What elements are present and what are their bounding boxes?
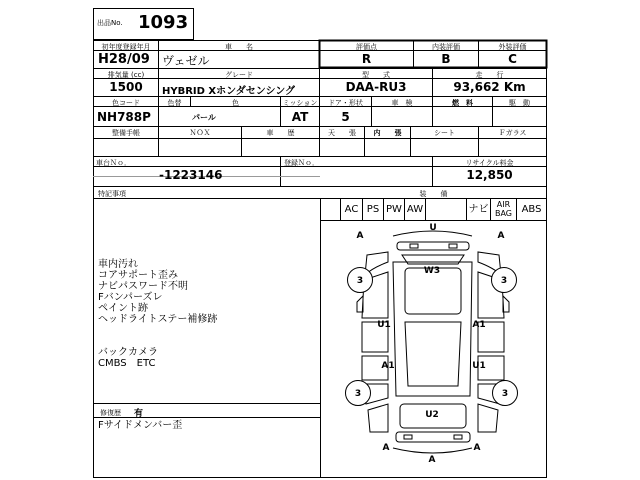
- damage-left-rear-door: A1: [381, 361, 395, 371]
- note-line: ペイント跡: [98, 303, 148, 314]
- nox-label: ＮＯＸ: [189, 129, 211, 137]
- recycle-label: リサイクル料金: [465, 159, 514, 167]
- manual-label: 整備手帳: [112, 129, 140, 137]
- damage-right-rear-door: U1: [472, 361, 486, 371]
- damage-right-front-door: A1: [472, 320, 486, 330]
- equipment-pw: PW: [386, 204, 402, 215]
- drive-label: 駆 動: [509, 99, 530, 107]
- history-label: 車 歴: [266, 129, 295, 137]
- damage-left-front-fender: 3: [347, 267, 373, 293]
- damage-front-left-corner: A: [356, 231, 364, 241]
- note-line: ヘッドライトステー補修跡: [98, 314, 218, 325]
- color-value: パール: [192, 113, 216, 122]
- transmission-label: ミッション: [282, 99, 318, 107]
- damage-trunk: U2: [425, 410, 439, 420]
- recycle-value: 12,850: [466, 168, 513, 182]
- fuel-label: 燃 料: [452, 99, 473, 107]
- car-name-value: ヴェゼル: [162, 54, 210, 68]
- chassis-value: -1223146: [159, 168, 223, 182]
- mileage-label: 走 行: [475, 71, 504, 79]
- reg-year-label: 初年度登録年月: [101, 43, 151, 51]
- equipment-abs: ABS: [521, 204, 542, 215]
- color-code-value: NH788P: [97, 110, 151, 124]
- note-line: Fバンパーズレ: [98, 292, 163, 303]
- seat-label: シート: [434, 129, 455, 137]
- interior-roof-label: 内 張: [373, 129, 402, 137]
- equipment-ac: AC: [344, 204, 359, 215]
- reg-year-value: H28/09: [98, 52, 150, 67]
- notes-list: [98, 259, 316, 369]
- inspection-label: 車 検: [391, 99, 413, 107]
- chassis-label: 車台Ｎｏ．: [96, 159, 131, 167]
- damage-right-front-fender: 3: [491, 267, 517, 293]
- lot-label: 出品No.: [97, 19, 123, 27]
- repair-value: 有: [134, 409, 144, 419]
- score-label: 評価点: [356, 43, 377, 51]
- damage-front-bumper: U: [429, 223, 437, 233]
- doors-label: ドア・形状: [328, 99, 363, 107]
- color-label: 色: [232, 99, 239, 107]
- displacement-label: 排気量 (cc): [107, 71, 145, 79]
- damage-front-right-corner: A: [497, 231, 505, 241]
- grade-value: HYBRID Xホンダセンシング: [162, 86, 296, 97]
- note-line: ナビパスワード不明: [98, 281, 188, 292]
- transmission-value: AT: [291, 110, 309, 124]
- lot-number: 1093: [138, 12, 189, 33]
- equipment-navi: ナビ: [468, 204, 489, 215]
- doors-value: 5: [341, 110, 350, 124]
- damage-roof: W3: [423, 266, 441, 276]
- car-name-label: 車 名: [225, 43, 253, 51]
- damage-left-front-door: U1: [377, 320, 391, 330]
- note-line: [98, 325, 316, 336]
- exterior-score-label: 外装評価: [498, 43, 527, 51]
- equipment-label: 装 備: [419, 190, 448, 198]
- registration-label: 登録Ｎｏ．: [284, 159, 319, 167]
- note-line: [98, 336, 316, 347]
- roof-label: 天 張: [328, 129, 356, 137]
- f-glass-label: Ｆガラス: [498, 129, 527, 137]
- damage-right-rear-fender: 3: [492, 380, 518, 406]
- displacement-value: 1500: [109, 80, 143, 94]
- repair-note: Fサイドメンバー歪: [98, 420, 183, 431]
- note-line: CMBS ETC: [98, 358, 156, 369]
- notes-label: 特記事項: [98, 190, 126, 198]
- color-code-label: 色コード: [112, 99, 140, 107]
- damage-rear-left-corner: A: [382, 443, 390, 453]
- repair-label: 修復歴: [100, 409, 121, 417]
- note-line: コアサポート歪み: [98, 270, 178, 281]
- damage-rear-bumper: A: [428, 455, 436, 465]
- exterior-score-value: C: [508, 52, 517, 66]
- damage-left-rear-fender: 3: [345, 380, 371, 406]
- color-change-label: 色替: [167, 99, 182, 107]
- model-value: DAA-RU3: [345, 80, 407, 94]
- mileage-value: 93,662 Km: [453, 80, 526, 94]
- equipment-aw: AW: [406, 204, 424, 215]
- interior-score-label: 内装評価: [432, 43, 460, 51]
- note-line: 車内汚れ: [98, 259, 138, 270]
- grade-label: グレード: [225, 71, 253, 79]
- damage-rear-right-corner: A: [473, 443, 481, 453]
- equipment-airbag: AIR BAG: [494, 200, 513, 218]
- interior-score-value: B: [441, 52, 451, 66]
- model-label: 型 式: [362, 71, 390, 79]
- score-value: R: [361, 52, 372, 66]
- note-line: バックカメラ: [98, 347, 158, 358]
- equipment-ps: PS: [366, 204, 380, 215]
